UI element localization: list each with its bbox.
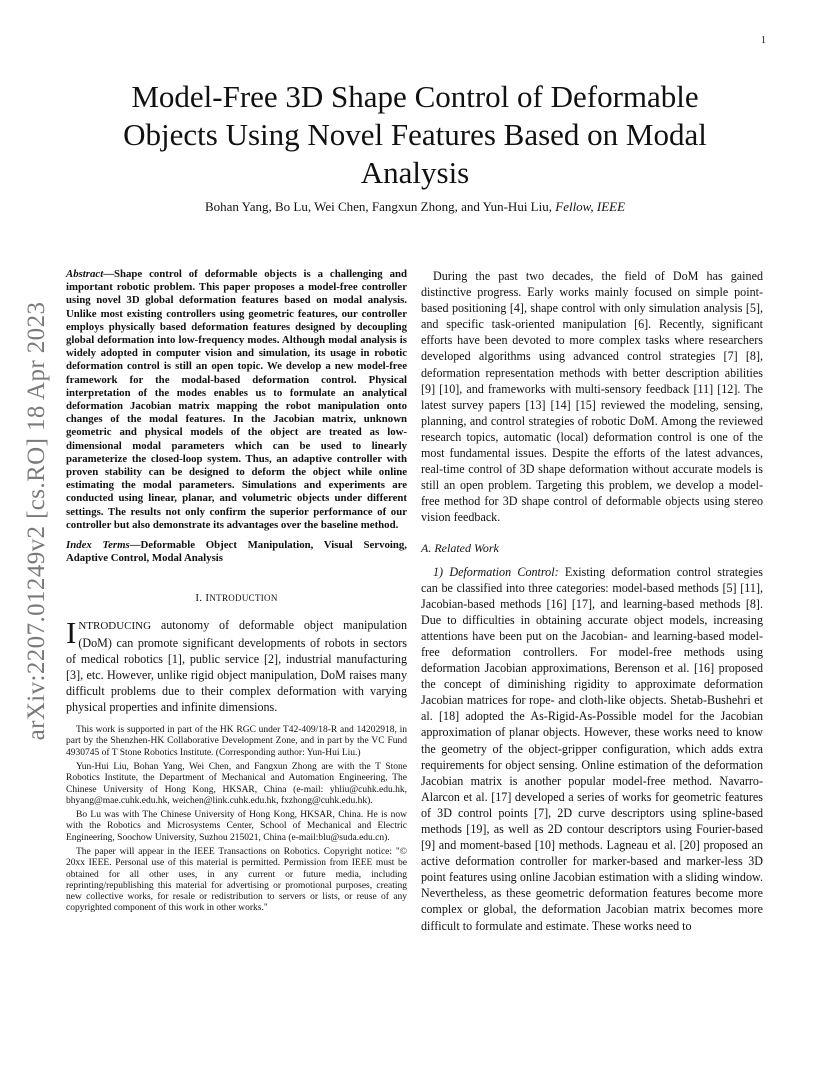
arxiv-identifier: [14, 286, 60, 756]
intro-smallcap: NTRODUCING: [78, 620, 152, 633]
author-names: Bohan Yang, Bo Lu, Wei Chen, Fangxun Zhong, and Yun-Hui Liu,: [204, 199, 556, 214]
deformation-control-text: Existing deformation control strategies can be classified into three categories: model-based methods [5] [11], Jacobian-based methods [16] [17], and learning-based methods [8]. Due to difficulties in obtaining accurate object models, increasing attentions have been put on the Jacobian- and learning-based model-free deformation controllers. For model-free methods using deformation Jacobian approximations, Berenson et al. [16] proposed the concept of diminishing rigidity to approximate deformation Jacobian matrices for rope- and cloth-like objects. Shetab-Bushehri et al. [18] adopted the As-Rigid-As-Possible model for the Jacobian approximation of planar objects. However, these works need to know the geometry of the object-gripper configuration, which adds extra requirements for object sensing. Online estimation of the deformation Jacobian matrix is another popular model-free method. Navarro-Alarcon et al. [17] developed a series of works for geometric features of 3D control points [7], 2D curve descriptors using spline-based methods [19], as well as 2D contour descriptors using Fourier-based [9] and moment-based [10] methods. Lagneau et al. [20] proposed an active deformation controller for marker-based and marker-less 3D point features using online Jacobian estimation with a sliding window. Nevertheless, as these geometric deformation features become more complex or global, the deformation Jacobian matrix becomes more difficult to formulate and estimate. These works need to: [421, 564, 763, 933]
section-numeral: I. I: [195, 592, 210, 605]
title-line-3: Analysis: [360, 155, 470, 190]
abstract-text: —Shape control of deformable objects is a challenging and important robotic problem. This paper proposes a model-free controller using novel 3D global deformation features based on modal analysis. Unlike most existing controllers using geometric features, our controller employs physically based deformation features designed by decoupling global deformation into low-frequency modes. Although modal analysis is widely adopted in computer vision and simulation, its usage in robotic deformation control is still an open topic. We develop a new model-free framework for the modal-based deformation control. Physical interpretation of the modes enables us to formulate an analytical deformation Jacobian matrix mapping the robot manipulation onto changes of the modal features. In the Jacobian matrix, unknown geometric and physical models of the object are treated as low-dimensional modal parameters which can be used to linearly parameterize the closed-loop system. Thus, an adaptive controller with proven stability can be designed to deform the object while online estimating the modal parameters. Simulations and experiments are conducted using linear, planar, and volumetric objects under different settings. The results not only confirm the superior performance of our controller but also demonstrate its advantages over the baseline method.: [66, 268, 407, 531]
footnote-funding: This work is supported in part of the HK RGC under T42-409/18-R and 14202918, in part by the Shenzhen-HK Collaborative Development Zone, and in part by the VC Fund 4930745 of T Stone Robotics Institute. (Corresponding author: Yun-Hui Liu.): [66, 725, 407, 758]
related-progress-paragraph: During the past two decades, the field of DoM has gained distinctive progress. Early works mainly focused on simple point-based positioning [4], shape control with only simulation analysis [5], and specific task-oriented manipulation [6]. Recently, significant efforts have been devoted to more complex tasks where researchers developed algorithms using advanced control strategies [7] [8], deformation representation methods with better description abilities [9] [10], and frameworks with multi-sensory feedback [11] [12]. The latest survey papers [13] [14] [15] reviewed the modeling, sensing, planning, and control strategies of robotic DoM. Among the reviewed research topics, automatic (local) deformation control is one of the most fundamental issues. Despite the efforts of the latest advances, real-time control of 3D shape deformation without accurate models is still an open problem. Targeting this problem, we develop a model-free method for 3D shape control of deformable objects using stereo vision feedback.: [421, 269, 763, 525]
subsection-heading-related-work: A. Related Work: [421, 540, 499, 555]
right-column: [421, 268, 763, 934]
page-number: 1: [761, 35, 766, 46]
author-list: [90, 199, 740, 215]
introduction-paragraph: [66, 617, 407, 715]
footnotes: [66, 725, 407, 915]
title-line-1: Model-Free 3D Shape Control of Deformable: [131, 79, 699, 114]
author-fellow-title: Fellow, IEEE: [555, 199, 626, 214]
paper-title: [90, 78, 740, 192]
footnote-affiliation-soochow: Bo Lu was with The Chinese University of Hong Kong, HKSAR, China. He is now with the Robotics and Microsystems Center, School of Mechanical and Electric Engineering, Soochow University, Suzhou 215021, China (e-mail:blu@suda.edu.cn).: [66, 810, 407, 843]
index-terms-lead: Index Terms: [66, 539, 130, 552]
intro-text: autonomy of deformable object manipulation (DoM) can promote significant developments of robots in sectors of medical robotics [1], public service [2], industrial manufacturing [3], etc. However, unlike rigid object manipulation, DoM raises many difficult problems due to their complex deformation with varying physical properties and infinite dimensions.: [66, 618, 407, 714]
deformation-control-paragraph: [421, 564, 763, 934]
intro-dropcap: I: [66, 615, 77, 651]
abstract: [66, 268, 407, 532]
section-heading-introduction: [66, 592, 407, 604]
left-column: [66, 268, 407, 918]
abstract-lead: Abstract: [66, 268, 104, 280]
arxiv-identifier-text: arXiv:2207.01249v2 [cs.RO] 18 Apr 2023: [23, 301, 50, 741]
footnote-copyright: The paper will appear in the IEEE Transactions on Robotics. Copyright notice: "© 20xx IEEE. Personal use of this material is permitted. Permission from IEEE must be obtained for all other uses, in any current or future media, including reprinting/republishing this material for advertising or promotional purposes, creating new collective works, for resale or redistribution to servers or lists, or reuse of any copyrighted component of this work in other works.": [66, 847, 407, 914]
footnote-affiliation-cuhk: Yun-Hui Liu, Bohan Yang, Wei Chen, and Fangxun Zhong are with the T Stone Robotics Institute, the Department of Mechanical and Automation Engineering, The Chinese University of Hong Kong, HKSAR, China (e-mail: yhliu@cuhk.edu.hk, bhyang@mae.cuhk.edu.hk, weichen@link.cuhk.edu.hk, fxzhong@cuhk.edu.hk).: [66, 761, 407, 806]
section-title-rest: NTRODUCTION: [209, 593, 278, 604]
index-terms: [66, 539, 407, 565]
title-line-2: Objects Using Novel Features Based on Modal: [123, 117, 707, 152]
deformation-control-lead: 1) Deformation Control:: [433, 564, 559, 579]
index-terms-text: —Deformable Object Manipulation, Visual Servoing, Adaptive Control, Modal Analysis: [66, 539, 407, 565]
